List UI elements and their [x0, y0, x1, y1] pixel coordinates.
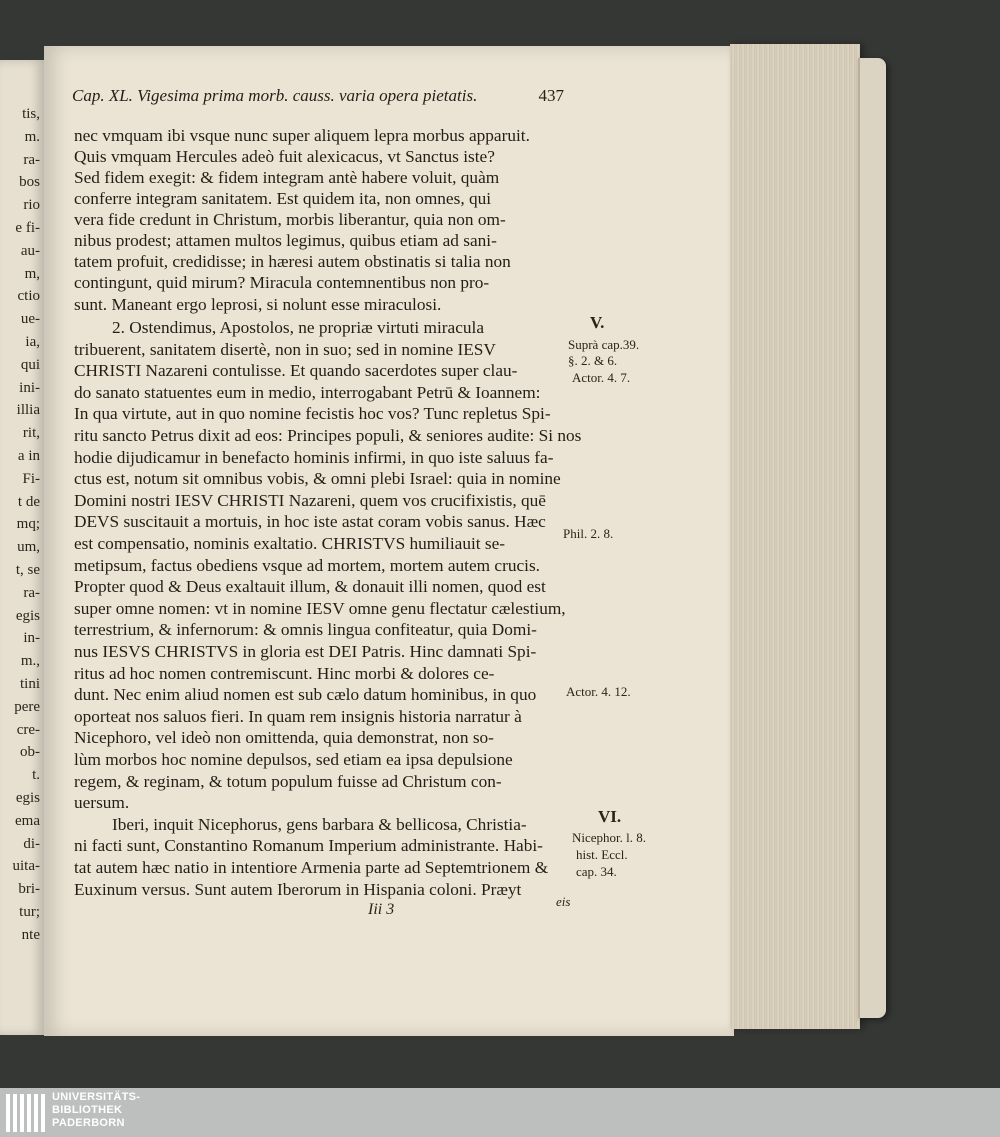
left-page-fragment: tur; — [19, 904, 40, 920]
page-edges — [730, 44, 860, 1029]
left-page-fragment: a in — [17, 448, 40, 464]
text-line: vera fide credunt in Christum, morbis liberantur, quia non om- — [74, 210, 506, 229]
text-line: hodie dijudicamur in benefacto hominis infirmi, in quo iste saluus fa- — [74, 447, 554, 467]
text-line: terrestrium, & infernorum: & omnis lingua confiteatur, quia Domi- — [74, 620, 537, 640]
book-cover-edge — [858, 58, 886, 1018]
text-line: contingunt, quid mirum? Miracula contemnentibus non pro- — [74, 273, 490, 292]
text-line: nec vmquam ibi vsque nunc super aliquem lepra morbus apparuit. — [74, 126, 530, 145]
margin-reference-phil: Phil. 2. 8. — [563, 526, 614, 541]
left-page-fragment: ia, — [25, 334, 40, 350]
left-page-fragment: Fi- — [22, 470, 40, 487]
left-page-fragment: egis — [15, 790, 40, 806]
text-line: Quis vmquam Hercules adeò fuit alexicacus, vt Sanctus iste? — [74, 147, 495, 166]
text-line: do sanato statuentes eum in medio, interrogabant Petrū & Ioannem: — [74, 382, 541, 402]
margin-reference-cap: cap. 34. — [576, 864, 617, 879]
text-line: Iberi, inquit Nicephorus, gens barbara & bellicosa, Christia- — [112, 814, 527, 834]
library-banner — [0, 1088, 1000, 1137]
left-page-fragment: um, — [17, 539, 40, 556]
left-page-fragment: pere — [14, 698, 40, 715]
text-line: Propter quod & Deus exaltauit illum, & donauit illi nomen, quod est — [74, 577, 546, 597]
left-page-fragment: rio — [23, 197, 40, 214]
left-page-fragment: ra- — [23, 151, 40, 168]
text-line: conferre integram sanitatem. Est quidem ita, non omnes, qui — [74, 189, 492, 208]
text-line: nus IESVS CHRISTVS in gloria est DEI Patris. Hinc damnati Spi- — [74, 642, 537, 661]
text-line: In qua virtute, aut in quo nomine fecistis hoc vos? Tunc repletus Spi- — [74, 404, 551, 424]
left-page-fragment: rit, — [22, 425, 40, 442]
library-name-line1: UNIVERSITÄTS- — [52, 1091, 141, 1103]
margin-reference-supra: Suprà cap.39. — [568, 337, 640, 352]
left-page-fragment: illia — [16, 402, 40, 419]
text-line: est compensatio, nominis exaltatio. CHRISTVS humiliauit se- — [74, 534, 506, 553]
section-marker-v: V. — [590, 313, 605, 332]
text-line: Nicephoro, vel ideò non omittenda, quia demonstrat, non so- — [74, 728, 494, 748]
left-page-fragment: ob- — [20, 744, 40, 761]
text-line: regem, & reginam, & totum populum fuisse ad Christum con- — [74, 771, 502, 791]
left-page-fragment: ini- — [19, 379, 40, 396]
left-page-fragment: di- — [23, 835, 40, 852]
text-line: super omne nomen: vt in nomine IESV omne genu flectatur cælestium, — [74, 598, 566, 618]
left-page-fragment: cre- — [16, 721, 40, 738]
text-line: dunt. Nec enim aliud nomen est sub cælo datum hominibus, in quo — [74, 685, 537, 705]
text-line: tribuerent, sanitatem disertè, non in suo; sed in nomine IESV — [74, 339, 496, 359]
margin-reference-nicephor: Nicephor. l. 8. — [572, 830, 647, 845]
left-page-fragment: ra- — [23, 584, 40, 601]
text-line: DEVS suscitauit a mortuis, in hoc iste astat coram vobis sanus. Hæc — [74, 512, 546, 532]
margin-reference-section: §. 2. & 6. — [568, 353, 618, 368]
text-line: ritu sancto Petrus dixit ad eos: Principes populi, & seniores audite: Si nos — [74, 426, 582, 445]
left-page-fragment: bri- — [18, 881, 40, 898]
library-name — [52, 1091, 140, 1130]
text-line: 2. Ostendimus, Apostolos, ne propriæ virtuti miracula — [112, 318, 484, 337]
left-page-fragment: nte — [21, 926, 40, 943]
left-page-fragment: qui — [20, 356, 40, 373]
left-page-fragment: uita- — [12, 858, 40, 875]
running-header — [72, 86, 564, 106]
section-marker-vi: VI. — [598, 807, 622, 826]
left-page-fragment: au- — [20, 242, 40, 259]
left-page-fragment: t de — [17, 493, 40, 510]
text-line: nibus prodest; attamen multos legimus, quibus etiam ad sani- — [74, 231, 497, 250]
text-line: uersum. — [74, 793, 130, 813]
catchword: eis — [556, 894, 571, 909]
running-title: Cap. XL. Vigesima prima morb. causs. varia opera pietatis. — [72, 86, 478, 105]
margin-reference-hist: hist. Eccl. — [576, 847, 628, 862]
text-line: metipsum, factus obediens vsque ad mortem, mortem autem crucis. — [74, 555, 540, 575]
left-page-fragment: m, — [24, 265, 40, 282]
left-page-edge — [0, 60, 47, 1035]
text-line: tatem profuit, credidisse; in hæresi autem obstinatis si talia non — [74, 252, 511, 271]
left-page-fragment: bos — [19, 174, 40, 191]
text-line: ctus est, notum sit omnibus vobis, & omni plebi Israel: quia in nomine — [74, 469, 561, 489]
left-page-fragment: ue- — [20, 311, 40, 328]
left-page-fragment: tis, — [22, 106, 40, 122]
text-line: ritus ad hoc nomen contremiscunt. Hinc morbi & dolores ce- — [74, 663, 495, 683]
page-number: 437 — [538, 86, 564, 105]
left-page-fragment: mq; — [16, 516, 40, 533]
left-page-fragment: egis — [15, 607, 40, 624]
library-name-line3: PADERBORN — [52, 1117, 125, 1129]
text-line: Sed fidem exegit: & fidem integram antè habere voluit, quàm — [74, 168, 500, 187]
text-line: tat autem hæc natio in intentiore Armenia parte ad Septemtrionem & — [74, 858, 549, 877]
margin-reference-actor-2: Actor. 4. 12. — [566, 684, 631, 699]
text-line: Domini nostri IESV CHRISTI Nazareni, quem vos crucifixistis, quē — [74, 490, 546, 510]
left-page-fragment: ema — [15, 812, 40, 829]
left-page-fragment: e fi- — [15, 220, 40, 236]
text-line: Euxinum versus. Sunt autem Iberorum in Hispania coloni. Præyt — [74, 879, 522, 899]
text-line: sunt. Maneant ergo leprosi, si nolunt esse miraculosi. — [74, 295, 442, 314]
signature-mark: Iii 3 — [368, 901, 395, 918]
left-page-fragment: ctio — [17, 288, 40, 305]
left-page-fragment: m. — [24, 128, 40, 145]
left-page-fragment: tini — [19, 676, 40, 692]
text-line: lùm morbos hoc nomine depulsos, sed etiam ea ipsa depulsione — [74, 750, 513, 769]
margin-reference-actor: Actor. 4. 7. — [572, 370, 631, 385]
left-page-fragment: m., — [20, 653, 40, 670]
library-name-line2: BIBLIOTHEK — [52, 1104, 123, 1116]
library-logo-icon — [6, 1092, 48, 1134]
left-page-fragment: t. — [32, 767, 40, 784]
left-page-fragment: in- — [23, 630, 40, 647]
text-line: ni facti sunt, Constantino Romanum Imperium administrante. Habi- — [74, 836, 543, 856]
left-page-fragment: t, se — [15, 562, 40, 578]
text-line: CHRISTI Nazareni contulisse. Et quando sacerdotes super clau- — [74, 361, 518, 381]
text-line: oporteat nos saluos fieri. In quam rem insignis historia narratur à — [74, 706, 522, 726]
